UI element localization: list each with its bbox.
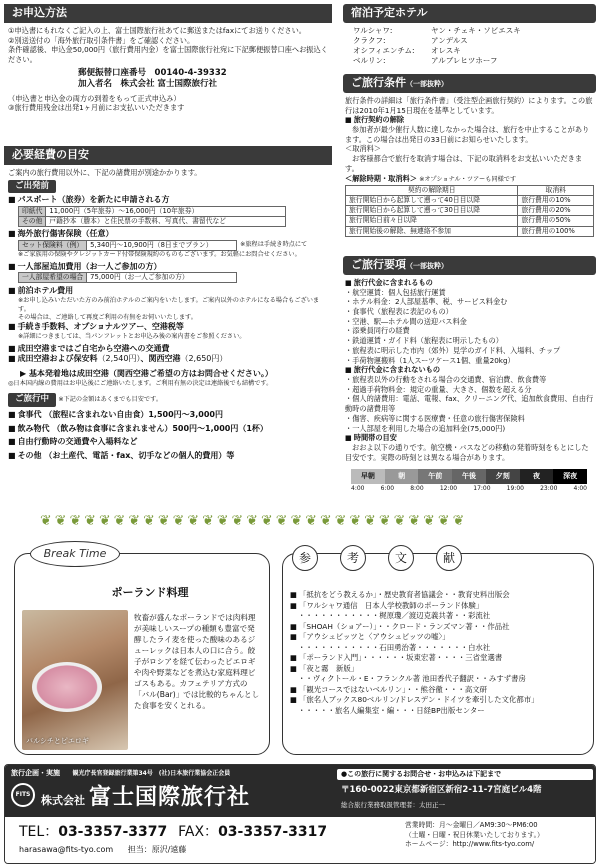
time-early: 早朝 [351, 469, 385, 484]
hours: 営業時間：月～金曜日／AM9:30～PM6:00 [405, 821, 538, 829]
leaf-icon: ❦ [54, 513, 67, 529]
web-link[interactable]: ホームページ：http://www.fits-tyo.com/ [405, 840, 535, 849]
tick: 17:00 [473, 484, 491, 492]
ref-char: 考 [340, 545, 366, 571]
ref-item: ■ 「抵抗をどう教えるか」・歴史教育者協議会・・教育史料出版会 [290, 590, 590, 601]
table-cell: 5,340円～10,900円（8日までプラン） [87, 240, 237, 250]
table-cell: 一人部屋希望の場合 [19, 273, 87, 283]
fee-text: お客様都合で旅行を取消す場合は、下記の取消料をお支払いいただきます。 [345, 154, 583, 173]
hotel-note-1: ※お申し込みいただいた方のみ前泊ホテルのご案内をいたします。ご案内以外のホテルになる場合もございます。 [18, 297, 320, 313]
table-cell: 旅行開始日前々日以降 [346, 216, 518, 226]
leaf-divider [40, 512, 570, 532]
holder-name: 株式会社 富士国際旅行社 [120, 79, 217, 90]
list-item: ・一人部屋を利用した場合の追加料金(75,000円) [345, 423, 506, 433]
table-cell: 旅行開始日から起算して遡って30日目以降 [346, 206, 518, 216]
table-header: 取消料 [518, 185, 594, 195]
list-item: ・傷害、疾病等に関する医療費・任意の旅行傷害保険料 [345, 413, 525, 423]
apply-title: お申込方法 [4, 4, 332, 23]
tick: 8:00 [410, 484, 424, 492]
leaf-icon: ❦ [349, 513, 362, 529]
ref-item: ■ 「夜と霧 新版」 [290, 664, 590, 675]
email-row [19, 845, 186, 856]
leaf-icon: ❦ [275, 513, 288, 529]
list-item: ・ホテル料金：2人部屋基準、税、サービス料金む [345, 297, 508, 307]
passport-title: ■ パスポート（旅券）を新たに申請される方 [8, 195, 328, 206]
leaf-icon: ❦ [437, 513, 450, 529]
tick: 19:00 [506, 484, 524, 492]
kansai-label: 、関西空港 [140, 354, 181, 364]
cancel-text: 参加者が最少催行人数に達しなかった場合は、旅行を中止することがあります。この場合は出発日の33日前にお知らせいたします。 [345, 125, 590, 144]
hotels-title: 宿泊予定ホテル [343, 4, 596, 23]
conditions-title-text: ご旅行条件 [351, 76, 406, 89]
email-link[interactable]: harasawa@fits-tyo.com [19, 845, 114, 854]
conditions-section [343, 74, 596, 240]
leaf-icon: ❦ [216, 513, 229, 529]
apply-note-1: （申込書と申込金の両方の到着をもって正式申込み） [8, 93, 181, 103]
hotel-note-2: その場合は、ご連絡して再度ご利用の有無をお伺いいたします。 [18, 313, 197, 321]
leaf-icon: ❦ [334, 513, 347, 529]
leaf-icon: ❦ [393, 513, 406, 529]
apply-note-2: ③旅行費用残金は出発1ヶ月前にお支払いいただきます [8, 103, 185, 113]
summary-title-text: ご旅行要項 [351, 258, 406, 271]
ref-item: ■ 「アウシュビッツと〈アウシュビッツの嘘〉」 [290, 632, 590, 643]
table-cell: 旅行費用の100% [518, 226, 594, 236]
time-head: ■ 時間帯の目安 [345, 433, 594, 443]
cancel-table [345, 185, 594, 237]
leaf-icon: ❦ [157, 513, 170, 529]
time-text: おおよ以下の通りです。航空機・バスなどの移動の発着時刻をもとにした目安です。実際の時刻とは異なる場合があります。 [345, 443, 589, 462]
fee-head: ＜取消料＞ [345, 144, 381, 154]
ref-char: 献 [436, 545, 462, 571]
during-title: ご旅行中 [8, 393, 56, 406]
hotel-city: ワルシャワ: [353, 25, 393, 35]
leaf-icon: ❦ [319, 513, 332, 529]
references-title [292, 545, 462, 571]
ref-item-sub: ・・・・・・・・・・・石田勇治著・・・・・・・白水社 [298, 642, 491, 652]
hours-block [405, 821, 544, 850]
leaf-icon: ❦ [98, 513, 111, 529]
list-item: ・空港、駅―ホテル間の送迎バス料金 [345, 316, 467, 326]
other-cost: ■ その他 （お土産代、電話・fax、切手などの個人的費用）等 [8, 451, 328, 462]
summary-title [343, 256, 596, 275]
hotel-city: オシフィエンチム: [353, 46, 415, 56]
phone-row [19, 823, 327, 842]
contact-label: 担当： [127, 845, 152, 854]
kansai-header: ▶ 基本発着地は成田空港（関西空港ご希望の方はお問合せください。） [20, 369, 273, 379]
during-note: ※下記の金額はあくまでも目安です。 [58, 396, 162, 404]
time-am: 午前 [418, 469, 452, 484]
fee-note: ※詳細につきましては、当パンフレットとお申込み後の案内書をご参照ください。 [18, 333, 246, 341]
list-item: ・手荷物運搬料（1人スーツケース1個、重量20kg） [345, 355, 515, 365]
ref-item-sub: ・・・・・旅名人編集室・編・・・日経BP出版センター [298, 705, 485, 715]
timebar [351, 469, 587, 494]
hotel-name: アルブレヒツホーフ [431, 56, 498, 66]
leaf-icon: ❦ [40, 513, 52, 529]
hours-note: （土曜・日曜・祝日休業いたしております。） [405, 830, 544, 839]
leaf-icon: ❦ [452, 513, 465, 529]
soup-bowl [32, 662, 102, 712]
table-cell: 戸籍抄本（謄本）と住民票の手数料、写真代、書留代など [46, 217, 286, 227]
narita-fee-label: 成田空港および保安料 [17, 354, 98, 364]
apply-item-3: 条件確認後、申込金50,000円（旅行費用内金）を富士国際旅行社宛に下記郵便振替口座へお振込ください。 [8, 45, 328, 64]
photo-caption: バルシチとピエロギ [26, 736, 89, 745]
drink-cost: ■ 飲み物代 （飲み物は食事に含まれません）500円～1,000円（1杯） [8, 424, 328, 435]
insurance-side-note: ※旅程は手続き時点にて [240, 241, 308, 249]
leaf-icon: ❦ [423, 513, 435, 529]
cancel-table-note: ※オプショナル・ツアーも同様です [419, 175, 517, 183]
costs-title: 必要経費の目安 [4, 146, 332, 165]
break-time-tag: Break Time [30, 541, 120, 567]
fee-title: ■ 手続き手数料、オプショナルツアー、空港税等 [8, 322, 328, 333]
list-item: ・添乗員同行の経費 [345, 326, 410, 336]
table-cell: 旅行費用の10% [518, 196, 594, 206]
leaf-icon: ❦ [261, 513, 273, 529]
kansai-fee-value: （2,650円） [180, 354, 228, 364]
postal-box [78, 68, 328, 91]
fax-label: FAX： [178, 824, 219, 840]
apply-item-1: ①申込書にもれなくご記入の上、富士国際旅行社あてに郵送またはfaxにてお送りください。 [8, 25, 306, 35]
narita-fee-value: （2,540円） [97, 354, 141, 364]
time-night: 夜 [520, 469, 554, 484]
table-cell: 75,000円（お一人ご参加の方） [87, 273, 237, 283]
break-text: 牧畜が盛んなポーランドでは肉料理が美味しいスープの種類も豊富で発酵したライ麦を使った酸味のあるジューレックは日本人の口に合う。餃子がロシアを経て伝わったピエロギや肉や野菜などを煮込む家庭料理ビゴスもある。カフェテリア方式の「バル(Bar)」では比較的ちゃんとした食事を安くとれる。 [134, 613, 260, 710]
hotels-section [343, 4, 596, 66]
registration: 観光庁長官登録旅行業第34号 (社)日本旅行業協会正会員 [72, 770, 231, 777]
tel-label: TEL： [19, 824, 59, 840]
list-item: ・航空運賃：個人包括旅行運賃 [345, 287, 446, 297]
insurance-note: ※ご家族用の保険やクレジットカード付帯保険規約のものもございます。お気軽にお問合せください。 [18, 251, 301, 259]
leaf-icon: ❦ [364, 513, 376, 529]
table-cell: 旅行開始後の解除、無連絡不参加 [346, 226, 518, 236]
break-title: ポーランド料理 [111, 586, 189, 599]
ref-char: 参 [292, 545, 318, 571]
leaf-icon: ❦ [128, 513, 141, 529]
ref-item-sub: ・・ヴィクトール・E・フランクル著 池田香代子翻訳・・みすず書房 [298, 674, 526, 684]
ref-item: ■ 「ワルシャワ通信 日本人学校教師のポーランド体験」 [290, 601, 590, 612]
summary-title-sub: （一部抜粋） [406, 262, 448, 270]
prep-title: ご出発前 [8, 180, 56, 193]
ref-item: ■ 「ポーランド入門」・・・・・・坂東宏著・・・・三省堂選書 [290, 653, 590, 664]
list-item: ・食事代（旅程表に表記のもの） [345, 307, 453, 316]
table-cell: 旅行費用の20% [518, 206, 594, 216]
contact-names: 原沢/遠藤 [151, 845, 187, 854]
tick: 6:00 [380, 484, 395, 492]
apply-item-2: ②別送送付の「海外旅行取引条件書」をご確認ください。 [8, 35, 195, 45]
plan-label: 旅行企画・実施 [11, 769, 60, 777]
plan-label-row [11, 769, 230, 778]
free-time-cost: ■ 自由行動時の交通費や入場料など [8, 437, 328, 448]
food-photo [22, 610, 128, 750]
list-item: ・旅程表に明示した市内（郊外）見学のガイド料、入場料、チップ [345, 345, 561, 355]
leaf-icon: ❦ [143, 513, 155, 529]
leaf-icon: ❦ [84, 513, 96, 529]
leaf-icon: ❦ [187, 513, 200, 529]
insurance-title: ■ 海外旅行傷害保険（任意） [8, 229, 328, 240]
ref-item-sub: ・・・・・・・・・・・梶原瓊／渡辺克義共著・・彩流社 [298, 611, 491, 621]
address: 〒160-0022東京都新宿区新宿2-11-7宮庭ビル4階 [341, 785, 542, 795]
postal-number: 00140-4-39332 [154, 67, 227, 78]
fax-number: 03-3357-3317 [218, 824, 328, 840]
passport-table [18, 206, 286, 227]
meal-cost: ■ 食事代 （旅程に含まれない自由食）1,500円～3,000円 [8, 410, 328, 421]
included-head: ■ 旅行代金に含まれるもの [345, 278, 594, 288]
list-item: ・超過手荷物料金：規定の重量、大きさ、個数を超える分 [345, 384, 532, 394]
footer-light [5, 817, 595, 864]
list-item: ・個人的諸費用：電話、電報、fax、クリーニング代、追加飲食費用、自由行動時の諸費用等 [345, 394, 594, 414]
conditions-title [343, 74, 596, 93]
table-cell: セット保険料（例） [19, 240, 87, 250]
tick: 4:00 [573, 484, 587, 492]
leaf-icon: ❦ [290, 513, 303, 529]
leaf-icon: ❦ [69, 513, 82, 529]
leaf-icon: ❦ [231, 513, 244, 529]
leaf-icon: ❦ [378, 513, 391, 529]
leaf-icon: ❦ [113, 513, 126, 529]
table-cell: 旅行開始日から起算して遡って40日目以降 [346, 196, 518, 206]
footer-dark [5, 765, 595, 817]
list-item: ・鉄道運賃・ガイド料（旅程表に明示したもの） [345, 336, 503, 346]
leaf-icon: ❦ [305, 513, 317, 529]
postal-label: 郵便振替口座番号 [78, 67, 147, 78]
narita-transport: ■ 成田空港まではご自宅から空港への交通費 [8, 344, 328, 355]
leaf-icon: ❦ [246, 513, 259, 529]
hotel-name: オレスキ [431, 46, 461, 56]
manager: 総合旅行業務取扱管理者：太田正一 [341, 801, 445, 809]
ref-char: 文 [388, 545, 414, 571]
table-cell: 11,000円（5年旅券）～16,000円（10年旅券） [46, 206, 286, 216]
time-morning: 朝 [385, 469, 419, 484]
inquiry-banner: ●この旅行に関するお問合せ・お申込みは下記まで [337, 769, 593, 780]
company-name: 富士国際旅行社 [89, 785, 251, 810]
tick: 23:00 [540, 484, 558, 492]
hotels-table [353, 26, 521, 67]
time-evening: 夕刻 [486, 469, 520, 484]
company-prefix: 株式会社 [41, 794, 85, 807]
tick: 12:00 [439, 484, 458, 492]
tick: 4:00 [351, 484, 365, 492]
costs-intro: ご案内の旅行費用以外に、下記の諸費用が別途かかります。 [8, 167, 202, 177]
ref-item: ■ 「SHOAH（ショアー）」・・クロード・ランズマン著・・作品社 [290, 622, 590, 633]
table-cell: 旅行費用の50% [518, 216, 594, 226]
excluded-head: ■ 旅行代金に含まれないもの [345, 365, 594, 375]
list-item: ・旅程表以外の行動をされる場合の交通費、宿泊費、飲食費等 [345, 375, 547, 385]
kansai-note: ◎日本国内線の費用はお申込後にご連絡いたします。ご利用有無の決定は連絡後でも結構です。 [8, 379, 273, 387]
table-header: 契約の解除期日 [346, 185, 518, 195]
leaf-icon: ❦ [172, 513, 185, 529]
leaf-icon: ❦ [202, 513, 214, 529]
cancel-head: ■ 旅行契約の解除 [345, 115, 594, 125]
hotel-fee-title: ■ 前泊ホテル費用 [8, 286, 328, 297]
ref-item: ■ 「旅名人ブックス80ベルリン/ドレスデン・ドイツを牽引した文化都市」 [290, 695, 590, 706]
insurance-table [18, 240, 237, 251]
single-title: ■ 一人部屋追加費用（お一人ご参加の方） [8, 262, 328, 273]
holder-label: 加入者名 [78, 79, 113, 90]
table-cell: 印紙代 [19, 206, 46, 216]
hotel-name: ヤン・チェキ・ソビエスキ [431, 25, 521, 35]
hotel-name: アンデルス [431, 35, 468, 45]
tel-number[interactable]: 03-3357-3377 [58, 824, 168, 840]
summary-section [343, 256, 596, 493]
time-pm: 午後 [452, 469, 486, 484]
references-list [290, 590, 590, 716]
company-logo-icon: FITS [11, 783, 35, 807]
hotel-city: ベルリン: [353, 56, 386, 66]
ref-item: ■ 「観光コースではないベルリン」・・熊谷徹・・・高文研 [290, 685, 590, 696]
company-name-row [41, 783, 250, 813]
leaf-icon: ❦ [408, 513, 421, 529]
apply-section [4, 4, 332, 116]
hotel-city: クラクフ: [353, 35, 386, 45]
costs-section [4, 146, 332, 465]
narita-fee [8, 354, 328, 365]
cancel-table-head: ＜解除時期・取消料＞ [345, 173, 417, 183]
single-table [18, 272, 237, 283]
table-cell: その他 [19, 217, 46, 227]
footer [4, 764, 596, 864]
conditions-intro: 旅行条件の詳細は「旅行条件書」（受注型企画旅行契約）によります。この旅行は2010年1月15日現在を基準としています。 [345, 95, 593, 115]
time-late: 深夜 [553, 469, 587, 484]
conditions-title-sub: （一部抜粋） [406, 80, 448, 88]
